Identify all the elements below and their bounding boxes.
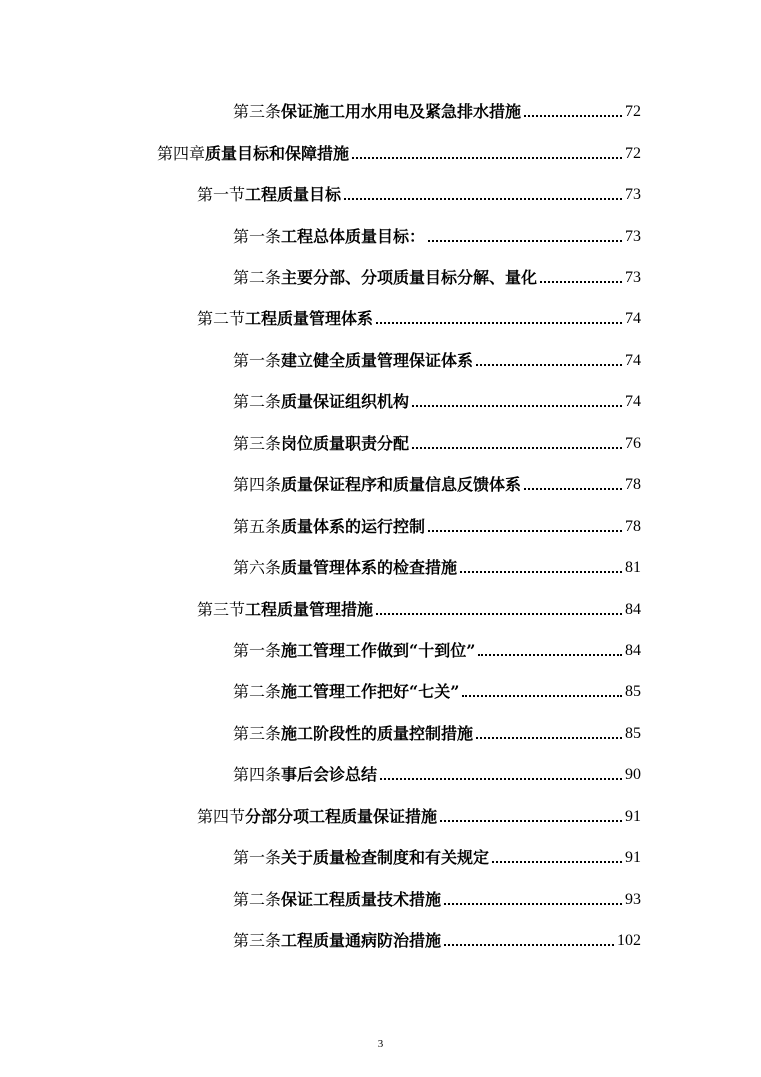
toc-entry-page: 91: [625, 808, 641, 825]
toc-entry-page: 91: [625, 849, 641, 866]
dot-leader: [540, 281, 622, 283]
toc-entry-page: 90: [625, 766, 641, 783]
toc-entry-title: 质量体系的运行控制: [281, 517, 426, 536]
toc-entry[interactable]: [197, 801, 641, 827]
toc-entry-number: 第四节: [197, 807, 246, 826]
toc-entry-page: 72: [625, 103, 641, 120]
toc-entry-title: 质量目标和保障措施: [205, 144, 350, 163]
toc-entry[interactable]: [233, 635, 641, 661]
toc-entry[interactable]: [233, 345, 641, 371]
dot-leader: [524, 488, 622, 490]
toc-entry-page: 102: [617, 932, 641, 949]
dot-leader: [380, 778, 622, 780]
toc-entry-number: 第四条: [233, 765, 282, 784]
toc-entry-number: 第四条: [233, 475, 282, 494]
toc-entry-title: 关于质量检查制度和有关规定: [281, 848, 490, 867]
toc-entry-number: 第三条: [233, 434, 282, 453]
toc-entry-page: 74: [625, 393, 641, 410]
toc-entry-number: 第一条: [233, 227, 282, 246]
toc-entry-page: 85: [625, 725, 641, 742]
toc-entry-number: 第三条: [233, 931, 282, 950]
toc-entry-page: 72: [625, 145, 641, 162]
toc-entry-title: 工程质量管理措施: [245, 600, 374, 619]
toc-entry[interactable]: [233, 925, 641, 951]
toc-entry[interactable]: [197, 303, 641, 329]
toc-entry-number: 第二节: [197, 309, 246, 328]
toc-entry[interactable]: [233, 96, 641, 122]
toc-entry[interactable]: [233, 676, 641, 702]
toc-entry-page: 84: [625, 642, 641, 659]
toc-entry-title: 工程质量目标: [245, 185, 342, 204]
toc-entry-title: 保证施工用水用电及紧急排水措施: [281, 102, 522, 121]
toc-entry-page: 76: [625, 435, 641, 452]
dot-leader: [462, 695, 622, 697]
toc-entry[interactable]: [233, 386, 641, 412]
dot-leader: [444, 903, 622, 905]
dot-leader: [428, 240, 622, 242]
dot-leader: [412, 405, 622, 407]
toc-entry-number: 第二条: [233, 392, 282, 411]
dot-leader: [376, 613, 622, 615]
toc-entry-title: 事后会诊总结: [281, 765, 378, 784]
toc-entry[interactable]: [157, 138, 641, 164]
toc-entry-title: 建立健全质量管理保证体系: [281, 351, 474, 370]
toc-entry-title: 施工管理工作做到“十到位”: [281, 641, 476, 660]
toc-entry-page: 74: [625, 352, 641, 369]
toc-entry-page: 81: [625, 559, 641, 576]
toc-entry-page: 78: [625, 518, 641, 535]
toc-entry-title: 质量管理体系的检查措施: [281, 558, 458, 577]
toc-entry-page: 93: [625, 891, 641, 908]
toc-entry-title: 主要分部、分项质量目标分解、量化: [281, 268, 538, 287]
toc-entry-number: 第二条: [233, 268, 282, 287]
toc-entry[interactable]: [233, 428, 641, 454]
toc-entry-page: 78: [625, 476, 641, 493]
toc-entry-title: 保证工程质量技术措施: [281, 890, 442, 909]
toc-entry-title: 施工管理工作把好“七关”: [281, 682, 460, 701]
page-number: 3: [377, 1038, 384, 1050]
dot-leader: [428, 530, 622, 532]
toc-entry-number: 第一条: [233, 351, 282, 370]
toc-entry-page: 74: [625, 310, 641, 327]
toc-entry[interactable]: [233, 221, 641, 247]
toc-entry[interactable]: [233, 884, 641, 910]
dot-leader: [444, 944, 614, 946]
toc-entry-number: 第五条: [233, 517, 282, 536]
toc-entry-title: 分部分项工程质量保证措施: [245, 807, 438, 826]
dot-leader: [476, 737, 622, 739]
dot-leader: [376, 322, 622, 324]
toc-entry-title: 质量保证程序和质量信息反馈体系: [281, 475, 522, 494]
dot-leader: [412, 447, 622, 449]
toc-entry[interactable]: [233, 469, 641, 495]
dot-leader: [476, 364, 622, 366]
toc-entry-number: 第一条: [233, 848, 282, 867]
toc-entry-title: 工程质量通病防治措施: [281, 931, 442, 950]
dot-leader: [352, 157, 622, 159]
toc-entry-page: 73: [625, 228, 641, 245]
toc-entry-page: 73: [625, 186, 641, 203]
toc-entry-page: 85: [625, 683, 641, 700]
toc-entry-page: 84: [625, 601, 641, 618]
toc-entry-number: 第六条: [233, 558, 282, 577]
dot-leader: [492, 861, 622, 863]
toc-entry-title: 岗位质量职责分配: [281, 434, 410, 453]
toc-entry-title: 质量保证组织机构: [281, 392, 410, 411]
toc-entry[interactable]: [233, 759, 641, 785]
toc-entry-title: 工程总体质量目标：: [281, 227, 426, 246]
toc-entry[interactable]: [233, 718, 641, 744]
dot-leader: [440, 820, 622, 822]
dot-leader: [344, 198, 622, 200]
toc-entry-number: 第一节: [197, 185, 246, 204]
toc-entry[interactable]: [233, 842, 641, 868]
dot-leader: [460, 571, 622, 573]
toc-entry[interactable]: [197, 594, 641, 620]
toc-entry-number: 第二条: [233, 682, 282, 701]
toc-entry-number: 第三条: [233, 724, 282, 743]
toc-entry[interactable]: [233, 511, 641, 537]
dot-leader: [478, 654, 622, 656]
toc-entry[interactable]: [233, 262, 641, 288]
toc-entry-page: 73: [625, 269, 641, 286]
toc-entry-number: 第三条: [233, 102, 282, 121]
toc-entry-number: 第四章: [157, 144, 206, 163]
toc-entry-number: 第二条: [233, 890, 282, 909]
dot-leader: [524, 115, 622, 117]
toc-entry-title: 工程质量管理体系: [245, 309, 374, 328]
toc-entry-number: 第三节: [197, 600, 246, 619]
toc-entry-number: 第一条: [233, 641, 282, 660]
toc-entry-title: 施工阶段性的质量控制措施: [281, 724, 474, 743]
toc-entry[interactable]: [233, 552, 641, 578]
toc-entry[interactable]: [197, 179, 641, 205]
